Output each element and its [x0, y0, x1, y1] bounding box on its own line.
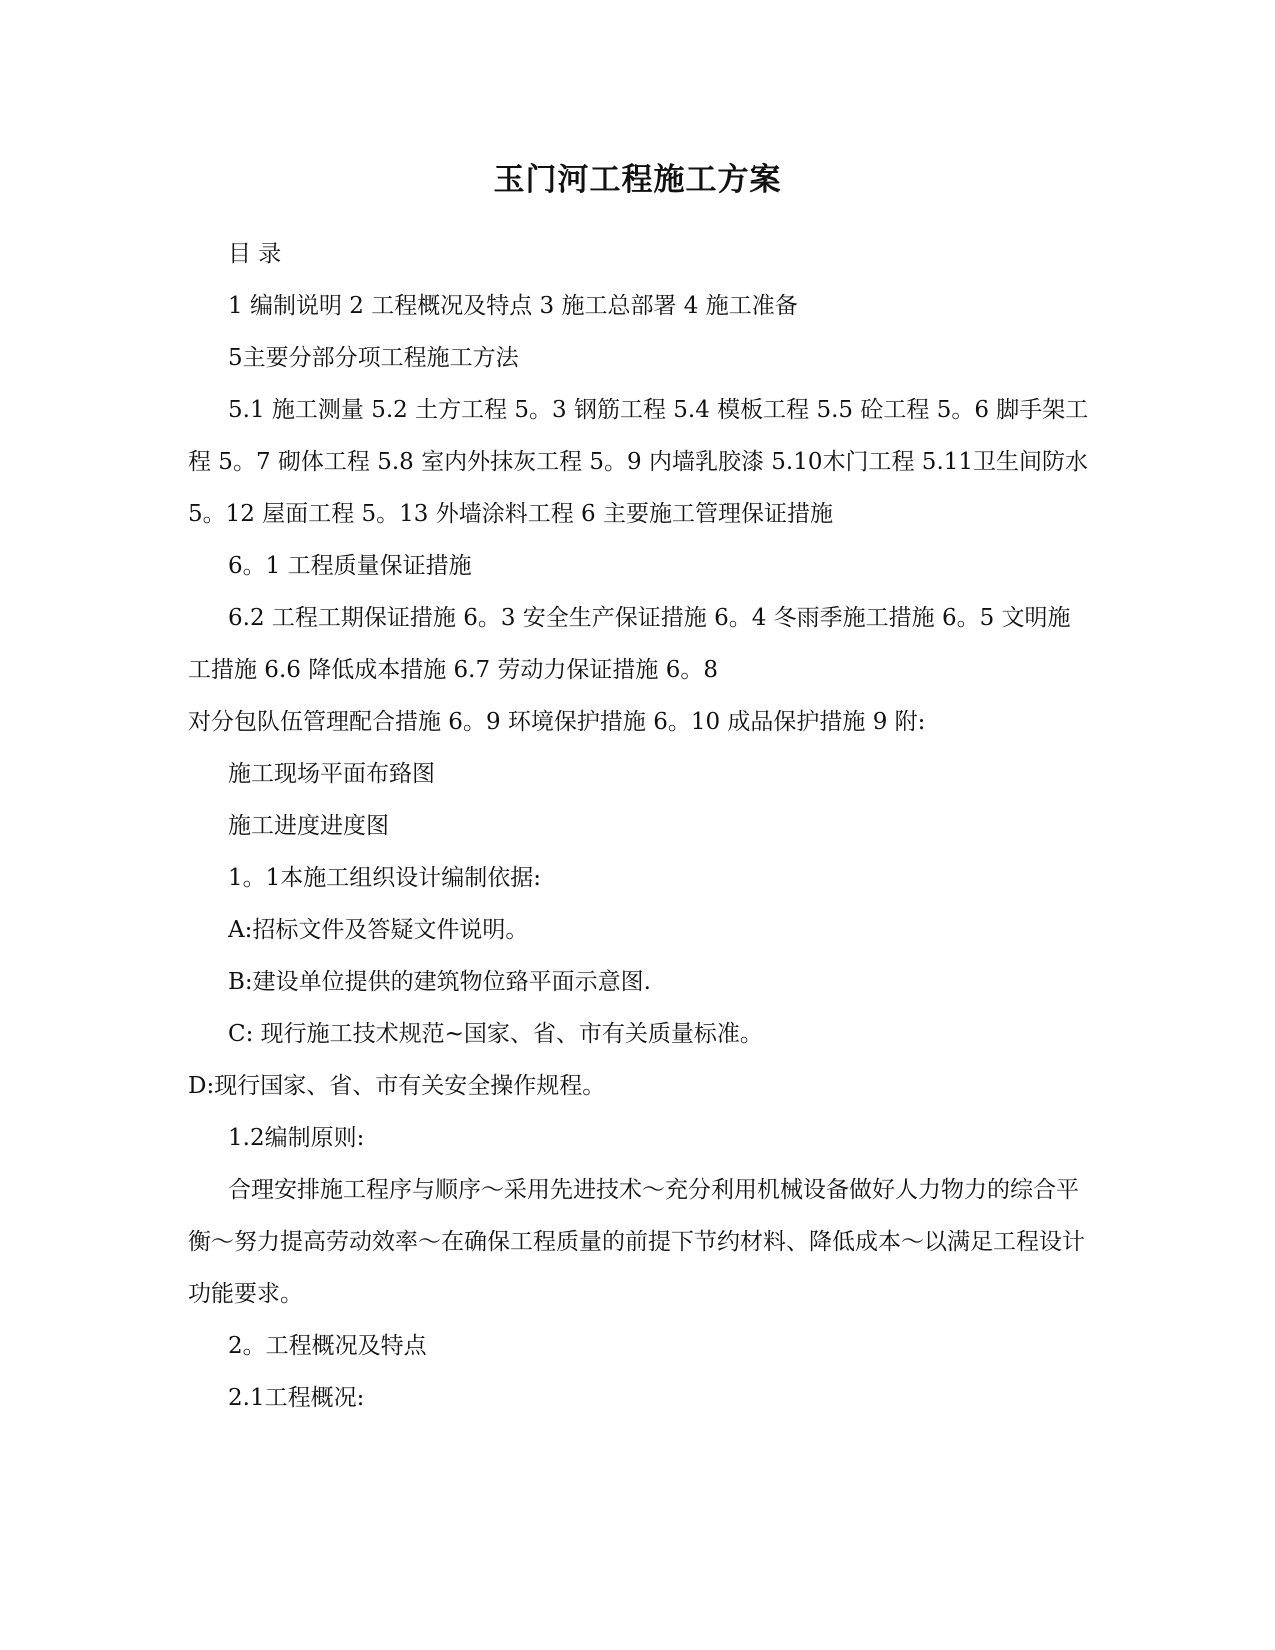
toc-section-6-items-cont: 对分包队伍管理配合措施 6。9 环境保护措施 6。10 成品保护措施 9 附: — [188, 709, 926, 735]
document-title: 玉门河工程施工方案 — [493, 162, 782, 198]
toc-line-1: 1 编制说明 2 工程概况及特点 3 施工总部署 4 施工准备 — [228, 293, 798, 319]
section-heading-2: 2。工程概况及特点 — [228, 1333, 427, 1359]
appendix-item-2: 施工进度进度图 — [228, 813, 389, 839]
toc-line-5: 5主要分部分项工程施工方法 — [228, 345, 519, 371]
basis-item-b: B:建设单位提供的建筑物位臵平面示意图. — [228, 969, 651, 995]
section-heading-2-1: 2.1工程概况: — [228, 1385, 365, 1411]
principle-paragraph: 合理安排施工程序与顺序～采用先进技术～充分利用机械设备做好人力物力的综合平衡～努力提高劳动效率～在确保工程质量的前提下节约材料、降低成本～以满足工程设计功能要求。 — [188, 1177, 1085, 1307]
toc-line-6-1: 6。1 工程质量保证措施 — [228, 553, 472, 579]
section-heading-1-2: 1.2编制原则: — [228, 1125, 365, 1151]
toc-section-6-items: 6.2 工程工期保证措施 6。3 安全生产保证措施 6。4 冬雨季施工措施 6。5 文明施工措施 6.6 降低成本措施 6.7 劳动力保证措施 6。8 — [188, 605, 1071, 683]
basis-item-a: A:招标文件及答疑文件说明。 — [228, 917, 529, 943]
basis-item-d: D:现行国家、省、市有关安全操作规程。 — [188, 1073, 606, 1099]
toc-section-5-items: 5.1 施工测量 5.2 土方工程 5。3 钢筋工程 5.4 模板工程 5.5 砼工程 5。6 脚手架工程 5。7 砌体工程 5.8 室内外抹灰工程 5。9 内墙乳胶漆 5.10木门工程 5.11卫生间防水 5。12 屋面工程 5。13 外墙涂料工程 6 主要施工管理保证措施 — [188, 397, 1089, 527]
section-heading-1-1: 1。1本施工组织设计编制依据: — [228, 865, 542, 891]
toc-heading: 目 录 — [228, 241, 282, 267]
appendix-item-1: 施工现场平面布臵图 — [228, 761, 435, 787]
basis-item-c: C: 现行施工技术规范~国家、省、市有关质量标准。 — [228, 1021, 763, 1047]
